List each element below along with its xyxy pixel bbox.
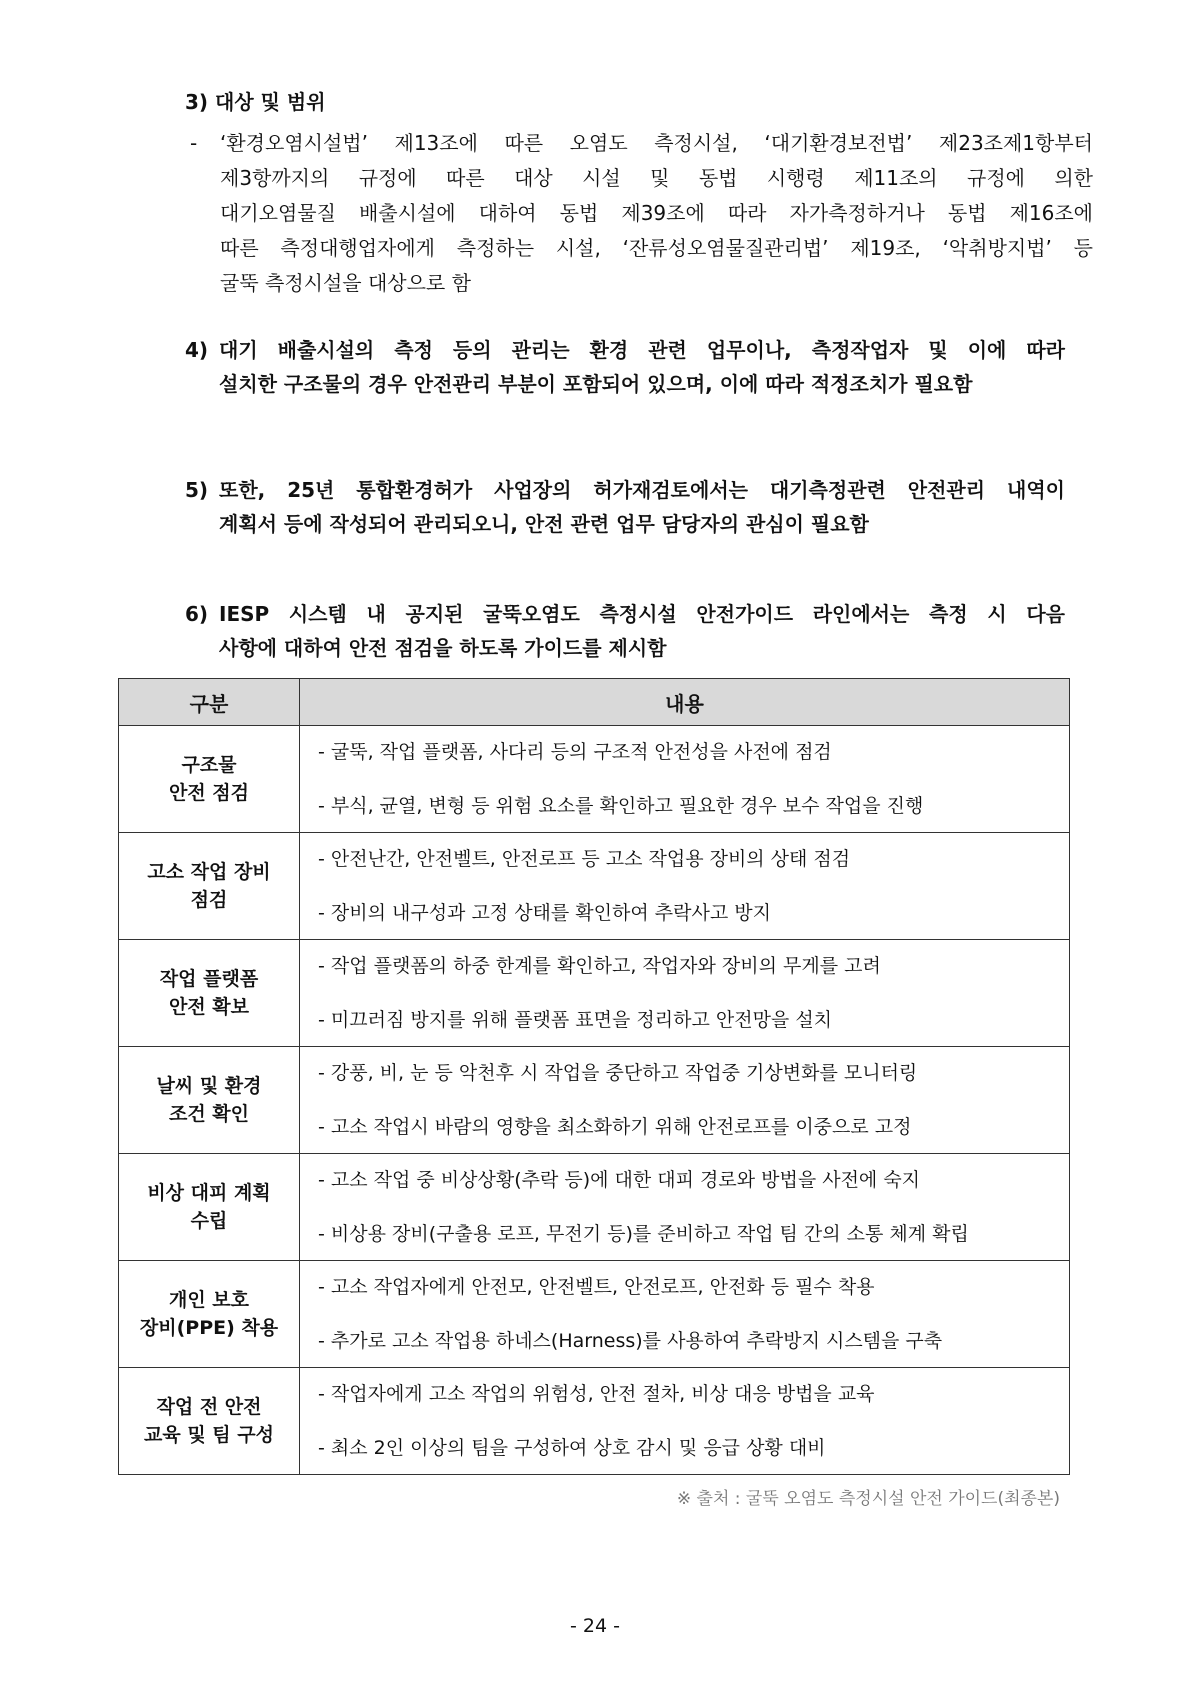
table-row <box>119 1154 1070 1261</box>
source-note: ※ 출처 : 굴뚝 오염도 측정시설 안전 가이드(최종본) <box>676 1489 1060 1509</box>
category-line-2: 교육 및 팀 구성 <box>144 1424 274 1446</box>
category-line-1: 작업 전 안전 <box>156 1396 262 1418</box>
category-line-1: 고소 작업 장비 <box>147 861 271 883</box>
category-line-2: 안전 점검 <box>168 782 250 804</box>
section-3-line-4: 따른 측정대행업자에게 측정하는 시설, ‘잔류성오염물질관리법’ 제19조, ‘악취방지법’ 등 <box>220 236 1093 260</box>
section-3-text <box>220 126 1093 301</box>
row-category <box>119 726 300 833</box>
row-content <box>300 1154 1070 1261</box>
section-5-line-1: 또한, 25년 통합환경허가 사업장의 허가재검토에서는 대기측정관련 안전관리 내역이 <box>219 478 1065 502</box>
content-item: - 미끄러짐 방지를 위해 플랫폼 표면을 정리하고 안전망을 설치 <box>318 1009 833 1031</box>
section-4-line-2: 설치한 구조물의 경우 안전관리 부분이 포함되어 있으며, 이에 따라 적정조치가 필요함 <box>219 372 973 396</box>
section-5-line-2: 계획서 등에 작성되어 관리되오니, 안전 관련 업무 담당자의 관심이 필요함 <box>219 512 869 536</box>
table-row <box>119 833 1070 940</box>
row-category <box>119 1261 300 1368</box>
table-row <box>119 726 1070 833</box>
row-category <box>119 940 300 1047</box>
content-item: - 고소 작업 중 비상상황(추락 등)에 대한 대피 경로와 방법을 사전에 숙지 <box>318 1169 921 1191</box>
row-category <box>119 1047 300 1154</box>
row-content <box>300 726 1070 833</box>
section-5-number: 5) <box>185 478 209 502</box>
row-category <box>119 1368 300 1475</box>
section-6 <box>185 597 1065 667</box>
content-item: - 강풍, 비, 눈 등 악천후 시 작업을 중단하고 작업중 기상변화를 모니터링 <box>318 1062 918 1084</box>
table-header-row <box>119 679 1070 726</box>
row-content <box>300 1261 1070 1368</box>
section-5-text <box>219 473 1065 541</box>
section-6-number: 6) <box>185 602 209 626</box>
header-content: 내용 <box>300 679 1070 726</box>
content-item: - 비상용 장비(구출용 로프, 무전기 등)를 준비하고 작업 팀 간의 소통 체계 확립 <box>318 1223 969 1245</box>
page-number: - 24 - <box>570 1615 620 1637</box>
table-row <box>119 1368 1070 1475</box>
content-item: - 부식, 균열, 변형 등 위험 요소를 확인하고 필요한 경우 보수 작업을 진행 <box>318 795 924 817</box>
content-item: - 고소 작업자에게 안전모, 안전벨트, 안전로프, 안전화 등 필수 착용 <box>318 1276 875 1298</box>
content-item: - 추가로 고소 작업용 하네스(Harness)를 사용하여 추락방지 시스템을 구축 <box>318 1330 943 1352</box>
section-4 <box>185 333 1065 403</box>
section-4-number: 4) <box>185 338 209 362</box>
content-item: - 작업 플랫폼의 하중 한계를 확인하고, 작업자와 장비의 무게를 고려 <box>318 955 881 977</box>
row-category <box>119 1154 300 1261</box>
category-line-2: 장비(PPE) 착용 <box>139 1317 279 1339</box>
category-line-1: 작업 플랫폼 <box>159 968 259 990</box>
section-6-line-1: IESP 시스템 내 공지된 굴뚝오염도 측정시설 안전가이드 라인에서는 측정 시 다음 <box>219 602 1065 626</box>
row-content <box>300 1368 1070 1475</box>
section-3-line-1: ‘환경오염시설법’ 제13조에 따른 오염도 측정시설, ‘대기환경보전법’ 제23조제1항부터 <box>220 131 1093 155</box>
section-6-text <box>219 597 1065 665</box>
category-line-2: 수립 <box>190 1210 228 1232</box>
content-item: - 최소 2인 이상의 팀을 구성하여 상호 감시 및 응급 상황 대비 <box>318 1437 826 1459</box>
row-category <box>119 833 300 940</box>
table-row <box>119 1261 1070 1368</box>
section-3-line-5: 굴뚝 측정시설을 대상으로 함 <box>220 271 471 295</box>
category-line-2: 점검 <box>190 889 228 911</box>
bullet-dash: - <box>190 131 198 155</box>
section-6-line-2: 사항에 대하여 안전 점검을 하도록 가이드를 제시함 <box>219 636 667 660</box>
row-content <box>300 833 1070 940</box>
content-item: - 안전난간, 안전벨트, 안전로프 등 고소 작업용 장비의 상태 점검 <box>318 848 851 870</box>
section-5 <box>185 473 1065 543</box>
category-line-2: 조건 확인 <box>168 1103 250 1125</box>
category-line-1: 구조물 <box>181 754 237 776</box>
header-category: 구분 <box>119 679 300 726</box>
section-4-text <box>219 333 1065 401</box>
section-3-line-3: 대기오염물질 배출시설에 대하여 동법 제39조에 따라 자가측정하거나 동법 제16조에 <box>220 201 1093 225</box>
section-4-line-1: 대기 배출시설의 측정 등의 관리는 환경 관련 업무이나, 측정작업자 및 이에 따라 <box>219 338 1065 362</box>
row-content <box>300 940 1070 1047</box>
category-line-1: 비상 대피 계획 <box>147 1182 271 1204</box>
category-line-2: 안전 확보 <box>168 996 250 1018</box>
category-line-1: 날씨 및 환경 <box>156 1075 262 1097</box>
row-content <box>300 1047 1070 1154</box>
content-item: - 고소 작업시 바람의 영향을 최소화하기 위해 안전로프를 이중으로 고정 <box>318 1116 912 1138</box>
category-line-1: 개인 보호 <box>168 1289 250 1311</box>
table-row <box>119 1047 1070 1154</box>
content-item: - 장비의 내구성과 고정 상태를 확인하여 추락사고 방지 <box>318 902 771 924</box>
content-item: - 굴뚝, 작업 플랫폼, 사다리 등의 구조적 안전성을 사전에 점검 <box>318 741 832 763</box>
table-row <box>119 940 1070 1047</box>
content-item: - 작업자에게 고소 작업의 위험성, 안전 절차, 비상 대응 방법을 교육 <box>318 1383 875 1405</box>
section-3-line-2: 제3항까지의 규정에 따른 대상 시설 및 동법 시행령 제11조의 규정에 의한 <box>220 166 1093 190</box>
safety-guide-table <box>118 678 1070 1475</box>
section-3-title: 3) 대상 및 범위 <box>185 90 326 114</box>
